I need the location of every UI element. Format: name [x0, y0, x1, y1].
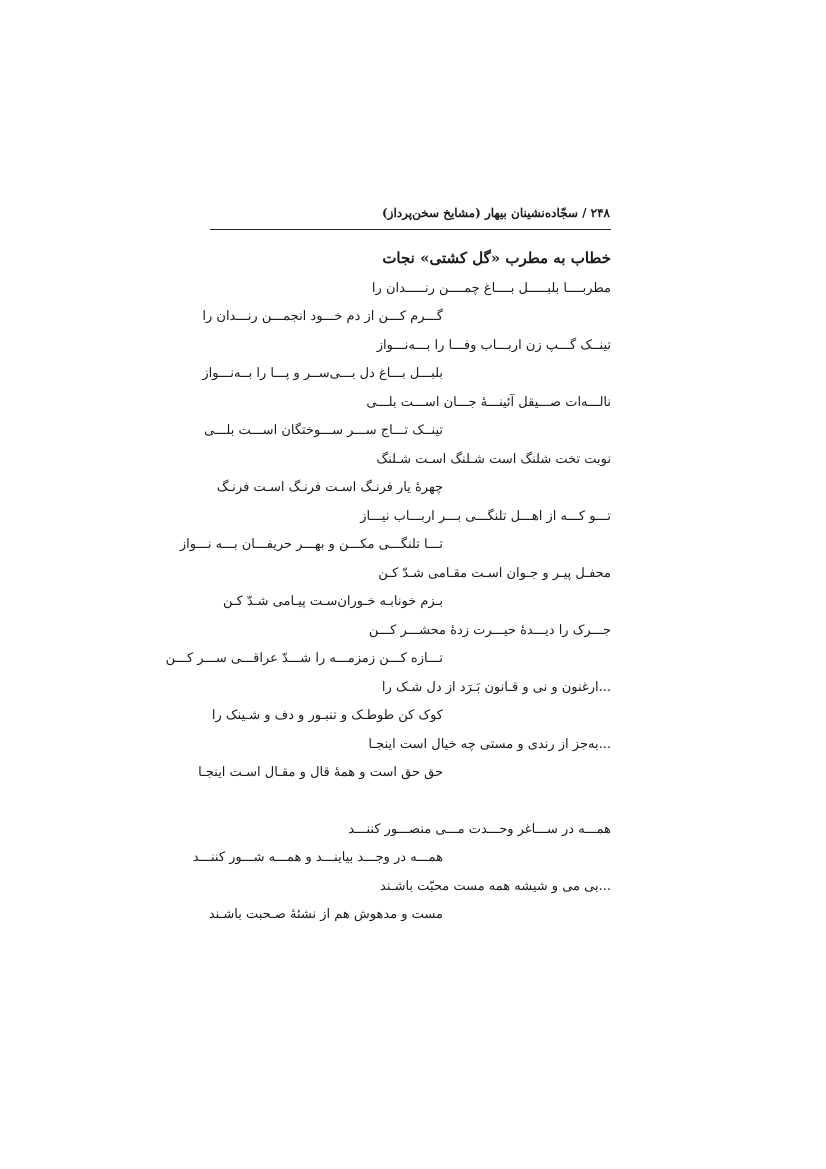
- verse-line: جـــرک را دیـــدهٔ حیـــرت زدهٔ محشـــر کـــن: [368, 623, 611, 638]
- verse-line: نوبت تخت شلنگ است شـلنگ اسـت شـلنگ: [376, 452, 611, 467]
- verse-line: ...به‌جز از رندی و مستی چه خیال است اینجـا: [368, 737, 611, 752]
- verse-line: تـــو کـــه از اهـــل تلنگـــی بـــر اربـــاب نیـــاز: [360, 509, 611, 524]
- verse-line: همـــه در ســـاغر وحـــدت مـــی منصـــور کننـــد: [348, 822, 611, 837]
- verse-line: محفـل پیـر و جـوان اسـت مقـامی شـدّ کـن: [378, 566, 611, 581]
- verse-line: مطربــــا بلبـــــل بــــاغ چمــــن رنـــــدان را: [371, 281, 611, 296]
- verse-line: تـــازه کـــن زمزمـــه را شـــدّ عراقـــی ســـر کـــن: [165, 651, 443, 666]
- verse-line: بلبـــل بـــاغ دل بـــی‌ســر و پـــا را بــه‌نـــواز: [202, 366, 443, 381]
- verse-line: حق حق است و همهٔ قال و مقـال اسـت اینجـا: [198, 765, 443, 780]
- verse-line: گـــرم کـــن از دم خـــود انجمـــن رنـــدان را: [202, 309, 443, 324]
- verse-line: تـــا تلنگـــی مکـــن و بهـــر حریفـــان بـــه نـــواز: [179, 537, 443, 552]
- poem-title: خطاب به مطرب «گل کشتی» نجات: [382, 249, 611, 267]
- verse-line: مست و مدهوش هم از نشئهٔ صـحبت باشـند: [208, 907, 443, 922]
- verse-line: تینــک گـــپ زن اربـــاب وفـــا را بـــه‌نـــواز: [376, 338, 611, 353]
- running-head: ۲۴۸ / سجّاده‌نشینان بیهار (مشایخ سخن‌پرداز): [381, 206, 610, 220]
- verse-line: کوک کن طوطـک و تنبـور و دف و شـینک را: [211, 708, 443, 723]
- verse-line: چهرهٔ یار فرنـگ اسـت فرنـگ اسـت فرنـگ: [216, 480, 443, 495]
- verse-line: نالـــه‌ات صـــیقل آئینـــهٔ جـــان اســـت بلـــی: [366, 395, 611, 410]
- verse-line: بـزم خونابـه خـوران‌سـت پیـامی شـدّ کـن: [222, 594, 443, 609]
- header-rule: [210, 229, 611, 230]
- verse-line: ...ارغنون و نی و قـانون بَـرَد از دل شـک را: [381, 680, 611, 695]
- verse-line: ...بی می و شیشه همه مست محبّت باشـند: [380, 879, 611, 894]
- verse-line: تینــک تـــاج ســـر ســـوختگان اســـت بلـــی: [204, 423, 443, 438]
- verse-line: همـــه در وجـــد بیاینـــد و همـــه شـــور کننـــد: [192, 850, 443, 865]
